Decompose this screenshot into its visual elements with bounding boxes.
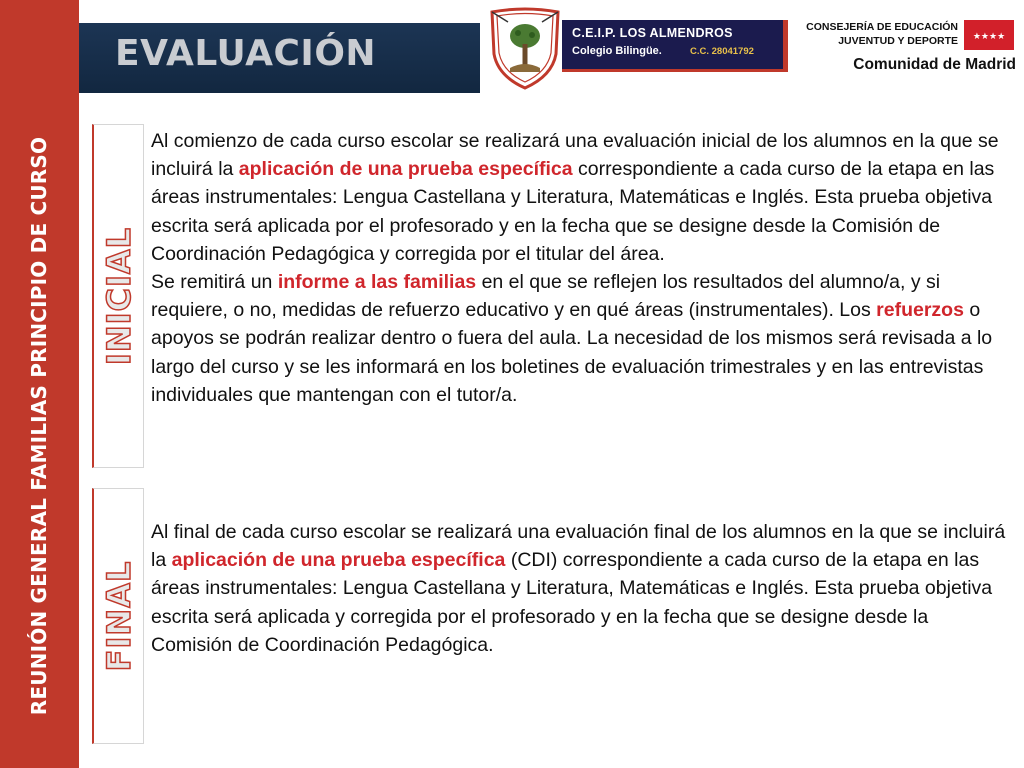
school-crest-logo xyxy=(488,6,562,90)
consejeria-label: CONSEJERÍA DE EDUCACIÓN xyxy=(806,21,958,33)
school-subtitle: Colegio Bilingüe. xyxy=(572,45,662,57)
inicial-highlight-informe: informe a las familias xyxy=(277,271,477,294)
inicial-highlight-refuerzos: refuerzos xyxy=(876,299,964,322)
inicial-label-box xyxy=(92,124,144,468)
side-banner xyxy=(0,0,79,768)
madrid-flag-logo xyxy=(964,20,1014,50)
inicial-text-3: Se remitirá un xyxy=(151,271,278,294)
inicial-label: INICIAL xyxy=(99,226,138,366)
school-name-badge xyxy=(562,20,788,72)
inicial-paragraph xyxy=(151,127,1011,409)
inicial-highlight-prueba: aplicación de una prueba específica xyxy=(238,158,573,181)
juventud-label: JUVENTUD Y DEPORTE xyxy=(838,35,958,47)
page-title: EVALUACIÓN xyxy=(115,33,377,74)
comunidad-madrid-label: Comunidad de Madrid xyxy=(853,56,1016,73)
final-highlight-prueba: aplicación de una prueba específica xyxy=(171,549,506,572)
school-name: C.E.I.P. LOS ALMENDROS xyxy=(572,26,733,40)
svg-text:★★★★: ★★★★ xyxy=(972,32,1006,42)
final-paragraph xyxy=(151,518,1011,659)
final-text-1: Al final de cada curso escolar se realizará una evaluación final de los alumnos en la que se incluirá la xyxy=(151,521,1006,572)
title-bar xyxy=(79,23,480,93)
final-text-2: (CDI) correspondiente a cada curso de la etapa en las áreas instrumentales: Lengua Castellana y Literatura, Matemáticas e Inglés. Esta prueba objetiva escrita será aplicada y corregida por el profesorado y en la fecha que se designe desde la Comisión de Coordinación Pedagógica. xyxy=(151,549,993,656)
final-label-box xyxy=(92,488,144,744)
school-code: C.C. 28041792 xyxy=(690,46,754,57)
inicial-text-4: en el que se reflejen los resultados del alumno/a, y si requiere, o no, medidas de refuerzo educativo y en qué áreas (instrumentales). Los xyxy=(151,271,941,322)
inicial-text-1: Al comienzo de cada curso escolar se realizará una evaluación inicial de los alumnos en la que se incluirá la xyxy=(151,130,999,181)
final-label: FINAL xyxy=(99,560,138,672)
inicial-text-5: o apoyos se podrán realizar dentro o fuera del aula. La necesidad de los mismos será revisada a lo largo del curso y se les informará en los boletines de evaluación trimestrales y en las entrevistas individuales que mantengan con el tutor/a. xyxy=(151,299,993,406)
inicial-text-2: correspondiente a cada curso de la etapa en las áreas instrumentales: Lengua Castellana y Literatura, Matemáticas e Inglés. Esta prueba objetiva escrita será aplicada por el profesorado y en la fecha que se designe desde la Comisión de Coordinación Pedagógica y corregida por el titular del área. xyxy=(151,158,995,265)
side-banner-text: REUNIÓN GENERAL FAMILIAS PRINCIPIO DE CURSO xyxy=(27,136,51,716)
